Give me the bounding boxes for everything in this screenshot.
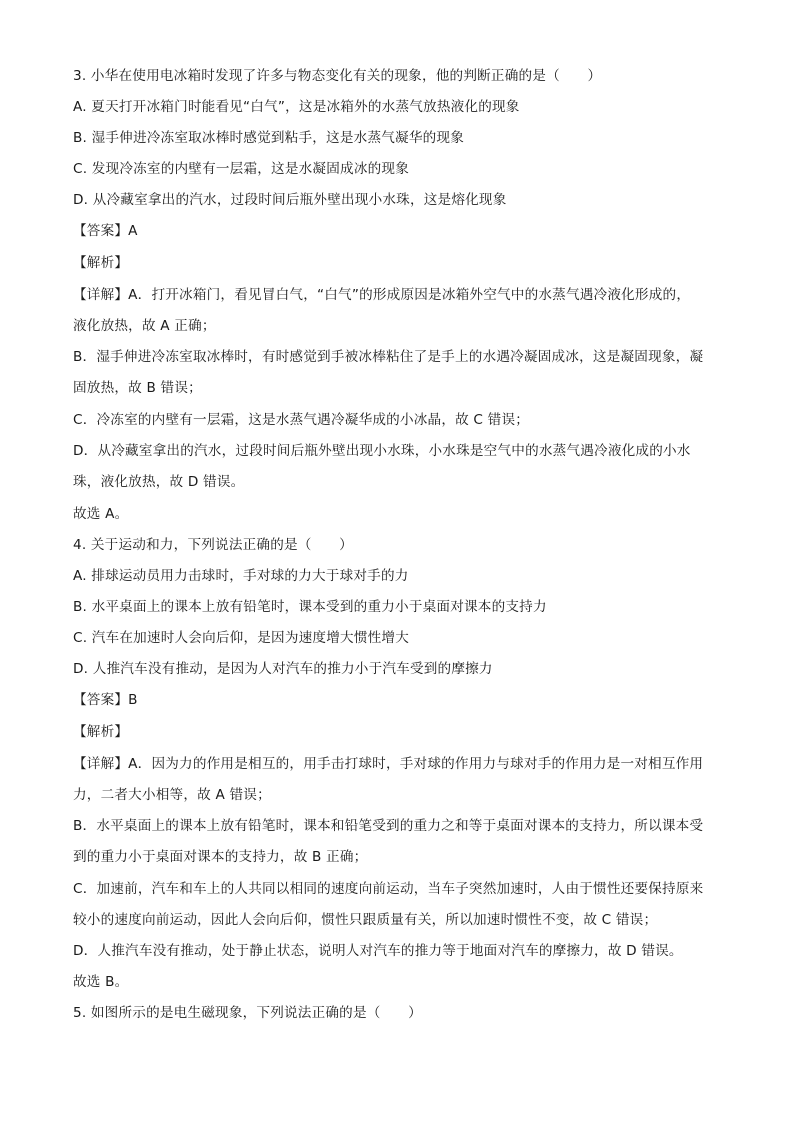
question-4-detail-line: 较小的速度向前运动，因此人会向后仰，惯性只跟质量有关，所以加速时惯性不变，故 C 错误； <box>73 912 658 928</box>
question-3-answer: 【答案】A <box>73 223 138 239</box>
question-4-detail-line: B．水平桌面上的课本上放有铅笔时，课本和铅笔受到的重力之和等于桌面对课本的支持力，所以课本受 <box>73 818 704 834</box>
question-4-conclusion: 故选 B。 <box>73 974 129 990</box>
question-4-option-d: D. 人推汽车没有推动，是因为人对汽车的推力小于汽车受到的摩擦力 <box>73 661 493 677</box>
question-3-detail-line: 【详解】A．打开冰箱门，看见冒白气，“白气”的形成原因是冰箱外空气中的水蒸气遇冷液化形成的， <box>73 287 691 303</box>
question-4-detail-line: D．人推汽车没有推动，处于静止状态，说明人对汽车的推力等于地面对汽车的摩擦力，故 D 错误。 <box>73 943 683 959</box>
question-4-detail-line: 力，二者大小相等，故 A 错误； <box>73 787 271 803</box>
question-3-option-d: D. 从冷藏室拿出的汽水，过段时间后瓶外壁出现小水珠，这是熔化现象 <box>73 192 507 208</box>
question-4-detail-line: 到的重力小于桌面对课本的支持力，故 B 正确； <box>73 849 368 865</box>
question-4-stem: 4. 关于运动和力，下列说法正确的是（ ） <box>73 537 353 553</box>
question-4-detail-line: C．加速前，汽车和车上的人共同以相同的速度向前运动，当车子突然加速时，人由于惯性还要保持原来 <box>73 881 704 897</box>
question-3-option-b: B. 湿手伸进冷冻室取冰棒时感觉到粘手，这是水蒸气凝华的现象 <box>73 130 464 146</box>
question-3-detail-line: 液化放热，故 A 正确； <box>73 318 216 334</box>
question-4-option-a: A. 排球运动员用力击球时，手对球的力大于球对手的力 <box>73 568 409 584</box>
question-3-detail-line: D．从冷藏室拿出的汽水，过段时间后瓶外壁出现小水珠，小水珠是空气中的水蒸气遇冷液化成的小水 <box>73 443 691 459</box>
question-4-analysis-label: 【解析】 <box>73 724 129 740</box>
question-3-option-c: C. 发现冷冻室的内壁有一层霜，这是水凝固成冰的现象 <box>73 161 409 177</box>
question-4-detail-line: 【详解】A．因为力的作用是相互的，用手击打球时，手对球的作用力与球对手的作用力是一对相互作用 <box>73 756 704 772</box>
question-3-conclusion: 故选 A。 <box>73 506 129 522</box>
question-4-option-b: B. 水平桌面上的课本上放有铅笔时，课本受到的重力小于桌面对课本的支持力 <box>73 599 547 615</box>
question-3-option-a: A. 夏天打开冰箱门时能看见“白气”，这是冰箱外的水蒸气放热液化的现象 <box>73 99 520 115</box>
question-3-detail-line: C．冷冻室的内壁有一层霜，这是水蒸气遇冷凝华成的小冰晶，故 C 错误； <box>73 412 530 428</box>
question-4-option-c: C. 汽车在加速时人会向后仰，是因为速度增大惯性增大 <box>73 630 409 646</box>
question-5-stem: 5. 如图所示的是电生磁现象，下列说法正确的是（ ） <box>73 1005 422 1021</box>
question-3-detail-line: 固放热，故 B 错误； <box>73 380 202 396</box>
question-3-detail-line: B．湿手伸进冷冻室取冰棒时，有时感觉到手被冰棒粘住了是手上的水遇冷凝固成冰，这是凝固现象，凝 <box>73 349 704 365</box>
question-4-answer: 【答案】B <box>73 692 138 708</box>
question-3-stem: 3. 小华在使用电冰箱时发现了许多与物态变化有关的现象，他的判断正确的是（ ） <box>73 68 602 84</box>
question-3-detail-line: 珠，液化放热，故 D 错误。 <box>73 474 245 490</box>
question-3-analysis-label: 【解析】 <box>73 255 129 271</box>
